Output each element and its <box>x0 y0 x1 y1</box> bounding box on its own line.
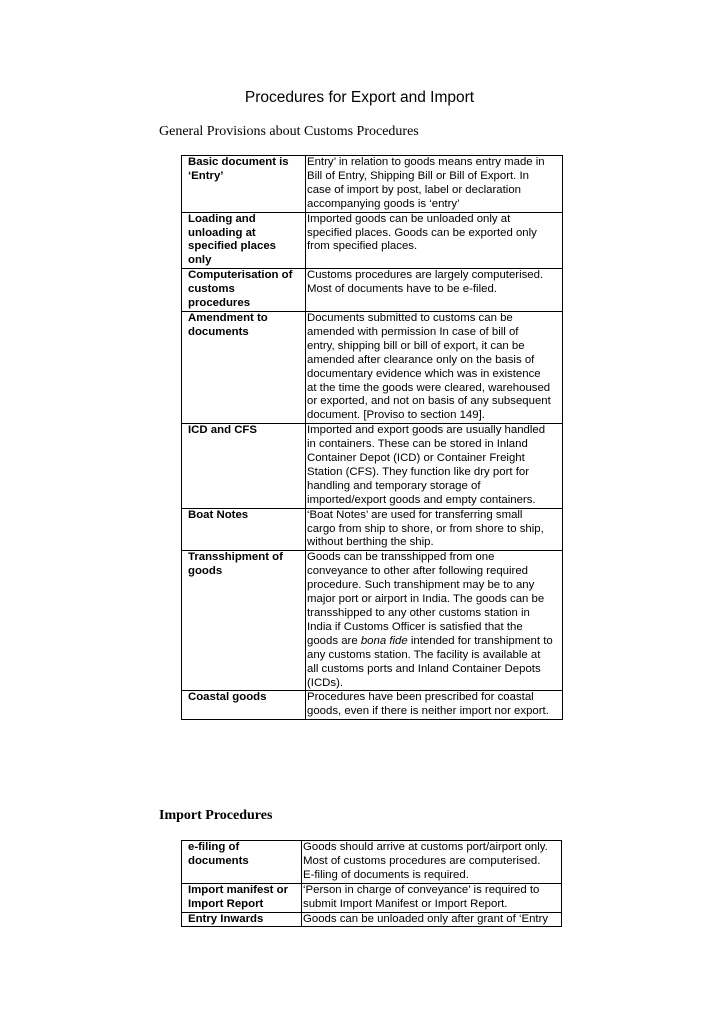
row-label: e-filing of documents <box>182 841 302 884</box>
table-row <box>182 311 563 423</box>
row-label: Entry Inwards <box>182 912 302 927</box>
row-description: Imported and export goods are usually handled in containers. These can be stored in Inland Container Depot (ICD) or Container Freight Station (CFS). They function like dry port for handling and temporary storage of imported/export goods and empty containers. <box>306 424 563 508</box>
row-label: Boat Notes <box>182 508 306 551</box>
table-row <box>182 841 562 884</box>
row-label: Import manifest or Import Report <box>182 883 302 912</box>
general-provisions-table <box>181 155 563 720</box>
row-description: Goods can be transshipped from one conveyance to other after following required procedure. Such transhipment may be to any major port or airport in India. The goods can be transshipped to any other customs station in India if Customs Officer is satisfied that the goods are bona fide intended for transhipment to any customs station. The facility is available at all customs ports and Inland Container Depots (ICDs). <box>306 551 563 691</box>
bona-fide-line: goods are bona fide intended for transhipment to <box>307 634 553 647</box>
table-row <box>182 912 562 927</box>
row-label: Basic document is ‘Entry’ <box>182 156 306 213</box>
table-row <box>182 883 562 912</box>
table-row <box>182 551 563 691</box>
general-provisions-heading: General Provisions about Customs Procedures <box>159 124 419 139</box>
row-label: Amendment to documents <box>182 311 306 423</box>
import-procedures-heading: Import Procedures <box>159 808 273 823</box>
table-row <box>182 212 563 269</box>
import-procedures-table <box>181 840 562 927</box>
row-description: Goods should arrive at customs port/airport only. Most of customs procedures are computerised. E-filing of documents is required. <box>302 841 562 884</box>
row-description: Goods can be unloaded only after grant of ‘Entry <box>302 912 562 927</box>
table-row <box>182 269 563 312</box>
table-row <box>182 424 563 508</box>
row-description: ‘Person in charge of conveyance’ is required to submit Import Manifest or Import Report. <box>302 883 562 912</box>
row-label: Transshipment of goods <box>182 551 306 691</box>
row-label: ICD and CFS <box>182 424 306 508</box>
row-label: Computerisation of customs procedures <box>182 269 306 312</box>
table-row <box>182 691 563 720</box>
row-label: Coastal goods <box>182 691 306 720</box>
row-description: Procedures have been prescribed for coastal goods, even if there is neither import nor export. <box>306 691 563 720</box>
row-label: Loading and unloading at specified places only <box>182 212 306 269</box>
row-description: Customs procedures are largely computerised. Most of documents have to be e-filed. <box>306 269 563 312</box>
table-row <box>182 156 563 213</box>
row-description: Documents submitted to customs can be amended with permission In case of bill of entry, shipping bill or bill of export, it can be amended after clearance only on the basis of documentary evidence which was in existence at the time the goods were cleared, warehoused or exported, and not on basis of any subsequent document. [Proviso to section 149]. <box>306 311 563 423</box>
table-row <box>182 508 563 551</box>
row-description: ‘Boat Notes’ are used for transferring small cargo from ship to shore, or from shore to ship, without berthing the ship. <box>306 508 563 551</box>
bona-fide-italic: bona fide <box>360 634 408 647</box>
row-description: Entry’ in relation to goods means entry made in Bill of Entry, Shipping Bill or Bill of Export. In case of import by post, label or declaration accompanying goods is ‘entry’ <box>306 156 563 213</box>
page-title: Procedures for Export and Import <box>244 89 475 106</box>
row-description: Imported goods can be unloaded only at specified places. Goods can be exported only from specified places. <box>306 212 563 269</box>
